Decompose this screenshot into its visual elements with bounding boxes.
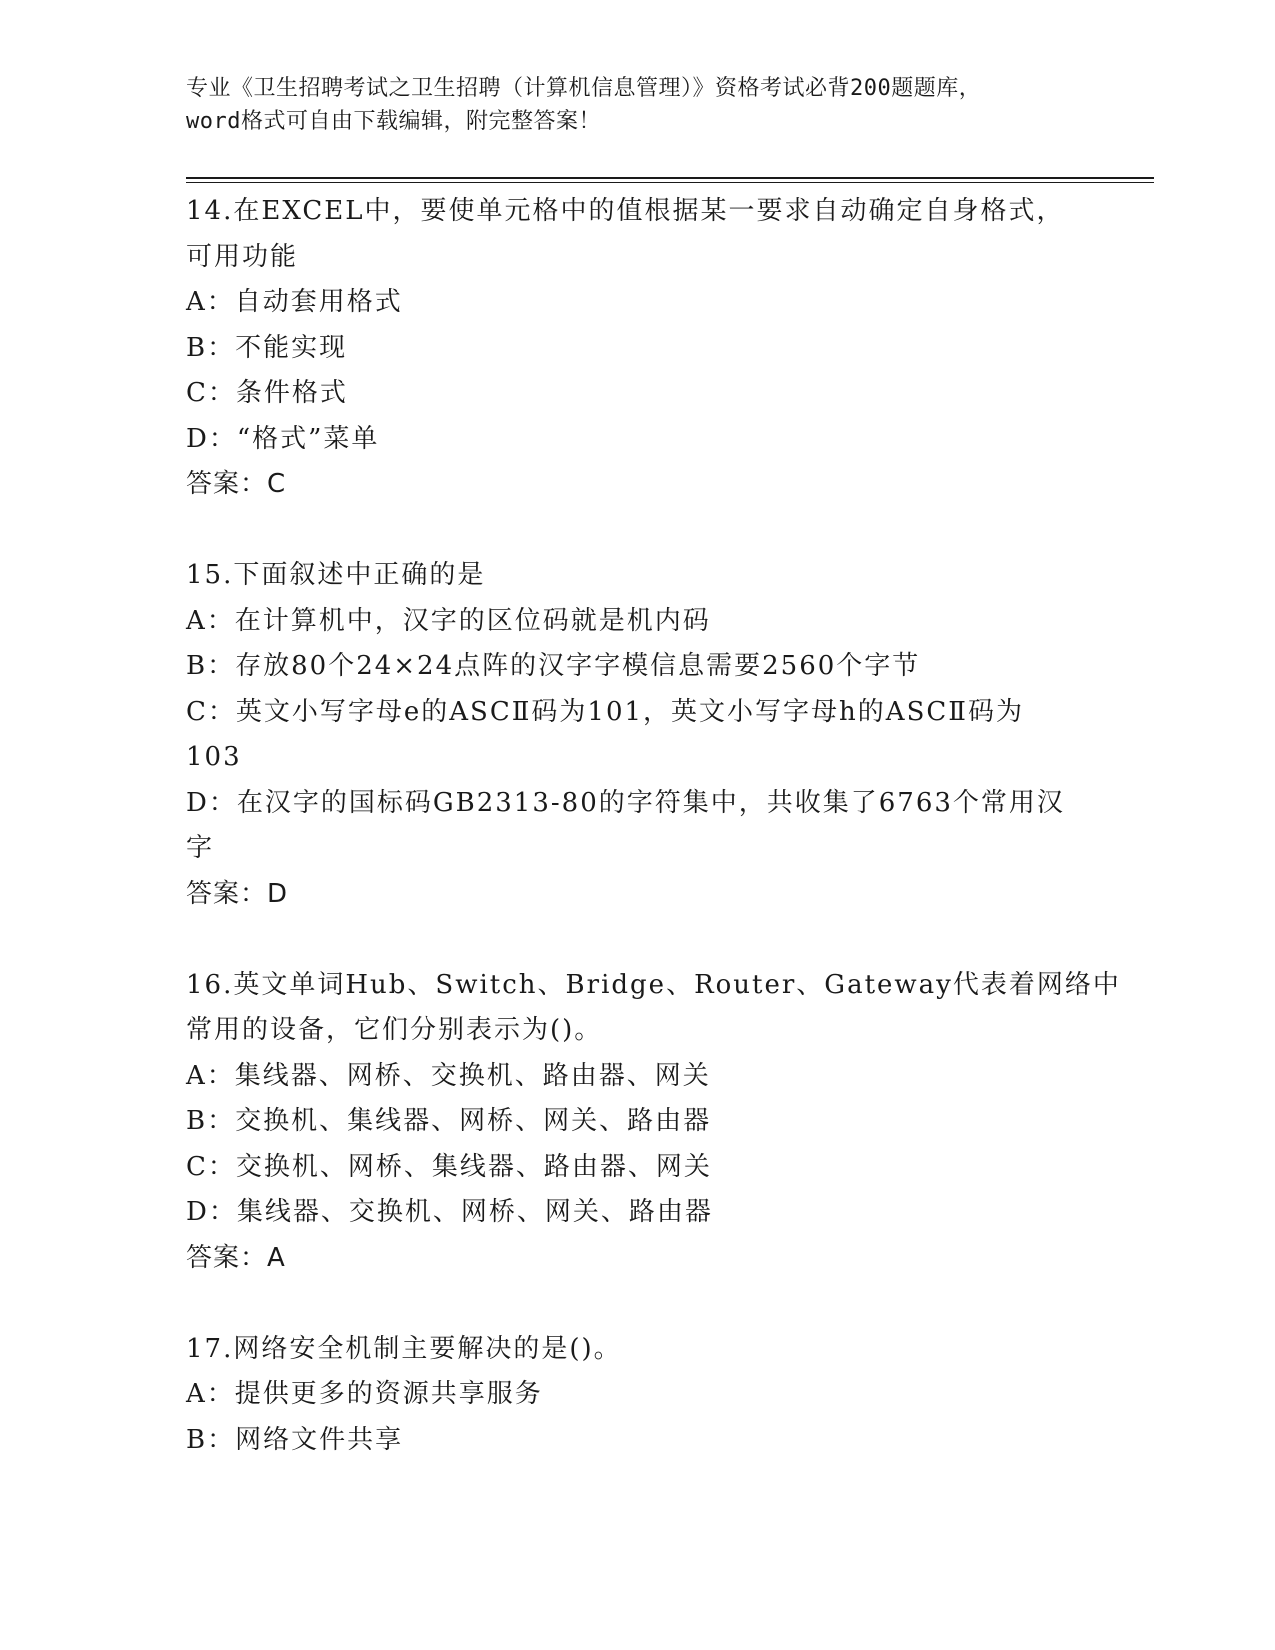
- option-line: D：“格式”菜单: [186, 423, 380, 454]
- question-block: [186, 963, 1121, 1282]
- question-block: [186, 553, 1086, 917]
- answer-line: 答案：D: [186, 878, 289, 909]
- option-line: C：交换机、网桥、集线器、路由器、网关: [186, 1151, 712, 1182]
- option-line: A：提供更多的资源共享服务: [186, 1379, 543, 1409]
- option-line: D：在汉字的国标码GB2313-80的字符集中，共收集了6763个常用汉: [186, 787, 1065, 818]
- header-rule-thin: [186, 182, 1154, 183]
- question-list: [186, 189, 1121, 1509]
- question-block: [186, 1327, 1086, 1464]
- header-line-1: 专业《卫生招聘考试之卫生招聘（计算机信息管理）》资格考试必背200题题库，: [186, 76, 982, 101]
- question-block: [186, 189, 1086, 508]
- option-line: D：集线器、交换机、网桥、网关、路由器: [186, 1197, 713, 1227]
- option-line: 103: [186, 742, 242, 772]
- document-header: [186, 72, 1086, 138]
- option-line: A：集线器、网桥、交换机、路由器、网关: [186, 1060, 711, 1091]
- option-line: B：不能实现: [186, 332, 348, 363]
- question-stem-line: 15.下面叙述中正确的是: [186, 560, 486, 590]
- option-line: C：条件格式: [186, 378, 348, 408]
- question-stem-line: 14.在EXCEL中，要使单元格中的值根据某一要求自动确定自身格式，: [186, 196, 1065, 226]
- question-stem-line: 17.网络安全机制主要解决的是()。: [186, 1333, 622, 1364]
- question-stem-line: 16.英文单词Hub、Switch、Bridge、Router、Gateway代表着网络中: [186, 969, 1121, 1000]
- header-line-2: word格式可自由下载编辑，附完整答案！: [186, 109, 601, 134]
- question-stem-line: 可用功能: [186, 241, 299, 272]
- question-stem-line: 常用的设备，它们分别表示为()。: [186, 1015, 603, 1045]
- option-line: C：英文小写字母e的ASCⅡ码为101，英文小写字母h的ASCⅡ码为: [186, 696, 1024, 727]
- answer-line: 答案：A: [186, 1242, 286, 1273]
- option-line: A：在计算机中，汉字的区位码就是机内码: [186, 605, 711, 636]
- option-line: A：自动套用格式: [186, 287, 403, 317]
- option-line: B：网络文件共享: [186, 1424, 404, 1455]
- option-line: B：交换机、集线器、网桥、网关、路由器: [186, 1106, 712, 1136]
- option-line: B：存放80个24×24点阵的汉字字模信息需要2560个字节: [186, 651, 921, 681]
- option-line: 字: [186, 833, 215, 863]
- header-rule-thick: [186, 177, 1154, 179]
- answer-line: 答案：C: [186, 469, 287, 499]
